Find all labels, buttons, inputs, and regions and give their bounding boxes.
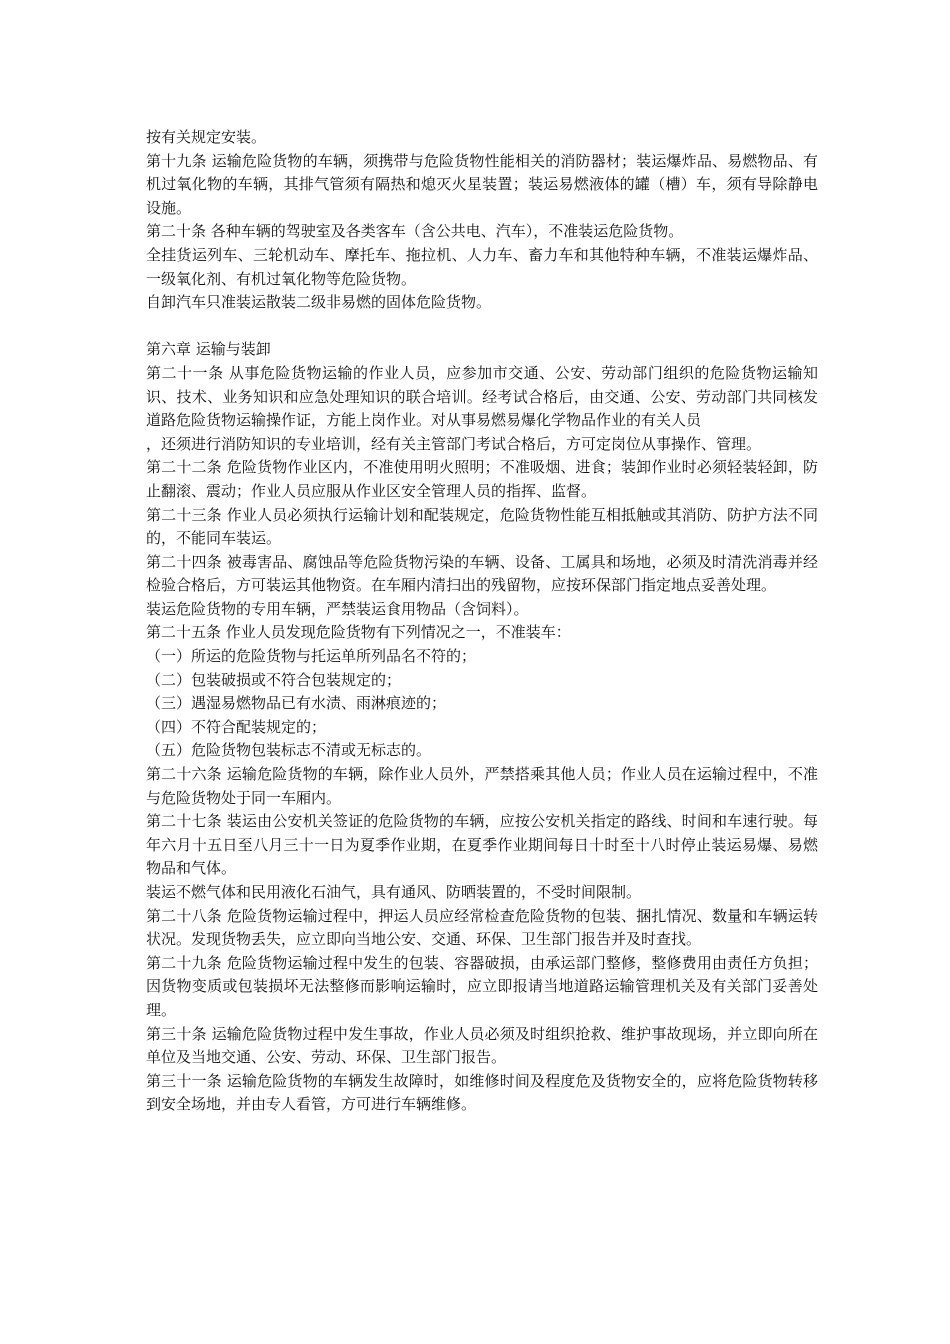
list-item: （四）不符合配装规定的； [146,717,327,736]
list-item: （五）危险货物包装标志不清或无标志的。 [146,741,432,760]
paragraph: 装运危险货物的专用车辆，严禁装运食用物品（含饲料）。 [146,599,529,618]
document-body [146,126,818,1117]
article-26: 第二十六条 运输危险货物的车辆，除作业人员外，严禁搭乘其他人员；作业人员在运输过程中，不准与危险货物处于同一车厢内。 [146,765,818,807]
article-29: 第二十九条 危险货物运输过程中发生的包装、容器破损，由承运部门整修，整修费用由责任方负担；因货物变质或包装损坏无法整修而影响运输时，应立即报请当地道路运输管理机关及有关部门妥善处理。 [146,953,818,1019]
article-23: 第二十三条 作业人员必须执行运输计划和配装规定，危险货物性能互相抵触或其消防、防护方法不同的，不能同车装运。 [146,505,818,548]
article-31: 第三十一条 运输危险货物的车辆发生故障时，如维修时间及程度危及货物安全的，应将危险货物转移到安全场地，并由专人看管，方可进行车辆维修。 [146,1071,818,1114]
article-27: 第二十七条 装运由公安机关签证的危险货物的车辆，应按公安机关指定的路线、时间和车速行驶。每年六月十五日至八月三十一日为夏季作业期，在夏季作业期间每日十时至十八时停止装运易爆、易燃物品和气体。 [146,812,818,878]
article-30: 第三十条 运输危险货物过程中发生事故，作业人员必须及时组织抢救、维护事故现场，并立即向所在单位及当地交通、公安、劳动、环保、卫生部门报告。 [146,1024,818,1067]
article-24: 第二十四条 被毒害品、腐蚀品等危险货物污染的车辆、设备、工属具和场地，必须及时清洗消毒并经检验合格后，方可装运其他物资。在车厢内清扫出的残留物，应按环保部门指定地点妥善处理。 [146,552,818,595]
list-item: （二）包装破损或不符合包装规定的； [146,670,402,689]
paragraph: 装运不燃气体和民用液化石油气，具有通风、防晒装置的，不受时间限制。 [146,883,642,901]
paragraph: 按有关规定安装。 [146,128,267,146]
list-item: （一）所运的危险货物与托运单所列品名不符的； [146,647,477,666]
article-21: 第二十一条 从事危险货物运输的作业人员，应参加市交通、公安、劳动部门组织的危险货物运输知识、技术、业务知识和应急处理知识的联合培训。经考试合格后，由交通、公安、劳动部门共同核发道路危险货物运输操作证，方能上岗作业。对从事易燃易爆化学物品作业的有关人员 [146,363,818,430]
article-25: 第二十五条 作业人员发现危险货物有下列情况之一，不准装车： [146,623,571,642]
article-20: 第二十条 各种车辆的驾驶室及各类客车（含公共电、汽车），不准装运危险货物。 [146,222,684,241]
paragraph: ，还须进行消防知识的专业培训，经有关主管部门考试合格后，方可定岗位从事操作、管理。 [146,434,762,453]
paragraph: 全挂货运列车、三轮机动车、摩托车、拖拉机、人力车、畜力车和其他特种车辆，不准装运爆炸品、一级氧化剂、有机过氧化物等危险货物。 [146,245,818,288]
paragraph: 自卸汽车只准装运散装二级非易燃的固体危险货物。 [146,293,492,312]
chapter-heading: 第六章 运输与装卸 [146,340,271,359]
blank-line [146,315,818,339]
article-28: 第二十八条 危险货物运输过程中，押运人员应经常检查危险货物的包装、捆扎情况、数量和车辆运转状况。发现货物丢失，应立即向当地公安、交通、环保、卫生部门报告并及时查找。 [146,906,818,949]
article-19: 第十九条 运输危险货物的车辆，须携带与危险货物性能相关的消防器材；装运爆炸品、易燃物品、有机过氧化物的车辆，其排气管须有隔热和熄灭火星装置；装运易燃液体的罐（槽）车，须有导除静电设施。 [146,151,818,217]
list-item: （三）遇湿易燃物品已有水渍、雨淋痕迹的； [146,694,447,713]
article-22: 第二十二条 危险货物作业区内，不准使用明火照明；不准吸烟、进食；装卸作业时必须轻装轻卸，防止翻滚、震动；作业人员应服从作业区安全管理人员的指挥、监督。 [146,458,818,500]
